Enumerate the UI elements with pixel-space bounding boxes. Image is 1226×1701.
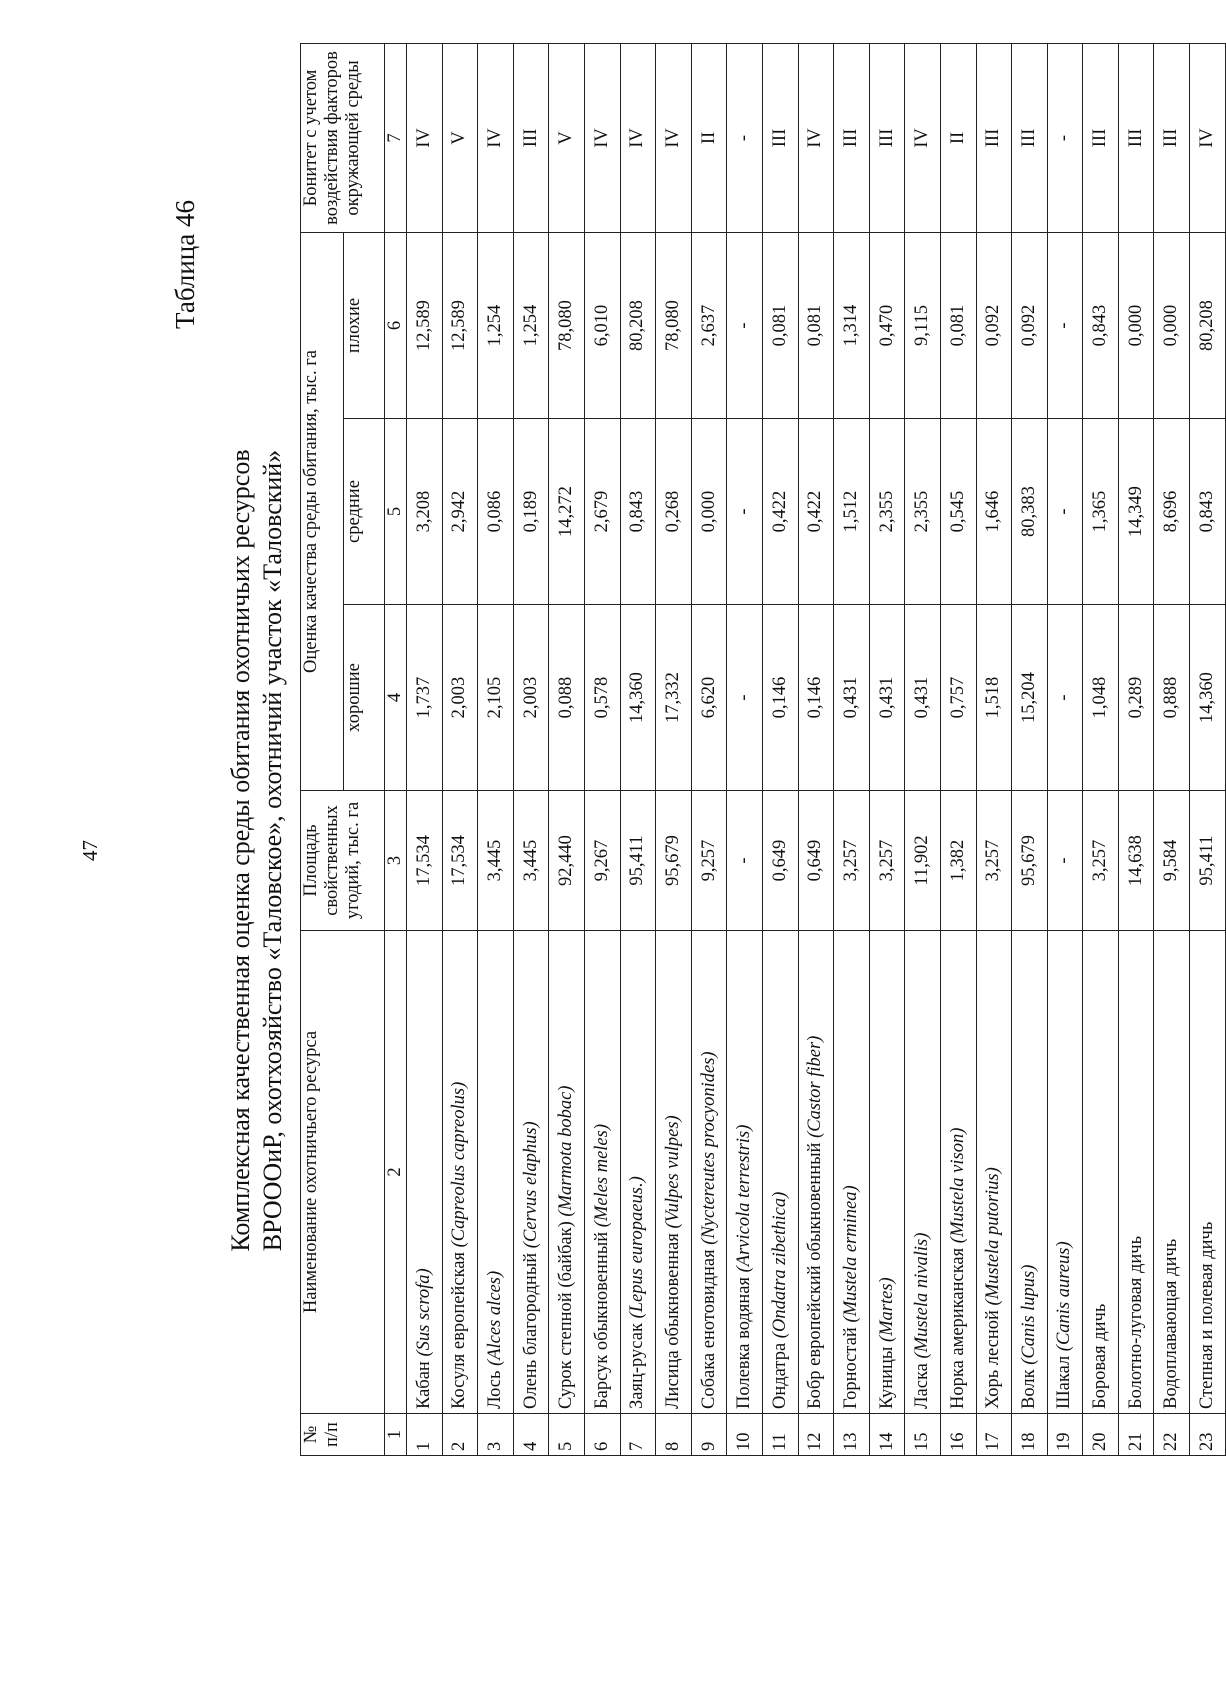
table-row [442,44,478,1456]
poor-value: 0,081 [940,233,976,419]
area-value: 3,257 [1083,791,1119,931]
medium-value: 2,355 [869,419,905,605]
row-number: 11 [762,1414,798,1456]
resource-name-plain: Сурок степной (байбак) [556,1216,577,1409]
resource-name-latin: (Castor fiber) [805,1035,826,1138]
medium-value: 0,000 [691,419,727,605]
good-value: 0,578 [584,605,620,791]
medium-value: 0,086 [478,419,514,605]
resource-name-plain: Барсук обыкновенный [591,1227,612,1409]
area-value: 9,267 [584,791,620,931]
good-value: 1,518 [976,605,1012,791]
row-number: 9 [691,1414,727,1456]
area-value: 9,584 [1154,791,1190,931]
medium-value: - [1047,419,1083,605]
medium-value: 0,843 [620,419,656,605]
good-value: 0,146 [762,605,798,791]
resource-name-plain: Шакал [1054,1351,1075,1409]
title-line-1: Комплексная качественная оценка среды обитания охотничьих ресурсов [226,449,255,1252]
resource-name-latin: (Vulpes vulpes) [662,1115,683,1229]
bonitet-value: IV [905,44,941,233]
area-value: - [727,791,763,931]
medium-value: 8,696 [1154,419,1190,605]
header-area: Площадь свойственных угодий, тыс. га [301,791,385,931]
column-number: 1 [385,1414,407,1456]
resource-name-plain: Полевка водяная [734,1272,755,1409]
area-value: 3,445 [478,791,514,931]
resource-name [905,931,941,1414]
table-row [905,44,941,1456]
resource-name-plain: Косуля европейская [449,1247,470,1409]
area-value: 92,440 [549,791,585,931]
resource-name [513,931,549,1414]
poor-value: 0,092 [976,233,1012,419]
area-value: 95,411 [1190,791,1226,931]
resource-name-latin: (Lepus europaeus.) [627,1176,648,1319]
medium-value: 1,365 [1083,419,1119,605]
table-row [762,44,798,1456]
bonitet-value: IV [407,44,443,233]
bonitet-value: III [1118,44,1154,233]
poor-value: 12,589 [442,233,478,419]
bonitet-value: III [834,44,870,233]
resource-name-plain: Олень благородный [520,1248,541,1409]
bonitet-value: III [1083,44,1119,233]
row-number: 6 [584,1414,620,1456]
column-number: 6 [385,233,407,419]
resource-name-latin: (Marmota bobac) [556,1085,577,1217]
resource-name-latin: (Alces alces) [484,1270,505,1366]
area-value: 95,411 [620,791,656,931]
resource-name-plain: Лисица обыкновенная [662,1228,683,1409]
bonitet-value: - [727,44,763,233]
row-number: 2 [442,1414,478,1456]
resource-name-plain: Болотно-луговая дичь [1125,1235,1146,1409]
row-number: 18 [1012,1414,1048,1456]
good-value: 0,146 [798,605,834,791]
medium-value: 0,189 [513,419,549,605]
good-value: 17,332 [656,605,692,791]
area-value: 3,257 [869,791,905,931]
resource-name [798,931,834,1414]
table-row [834,44,870,1456]
table-label: Таблица 46 [170,200,200,329]
good-value: 2,003 [442,605,478,791]
poor-value: 0,081 [762,233,798,419]
table-row [869,44,905,1456]
resource-name [549,931,585,1414]
row-number: 5 [549,1414,585,1456]
table-row [1083,44,1119,1456]
resource-name-plain: Горностай [840,1322,861,1409]
resource-name-latin: (Capreolus capreolus) [449,1081,470,1248]
poor-value: 1,314 [834,233,870,419]
table-row [1047,44,1083,1456]
area-value: 9,257 [691,791,727,931]
header-poor: плохие [344,233,385,419]
resource-name [620,931,656,1414]
resource-name [976,931,1012,1414]
row-number: 20 [1083,1414,1119,1456]
bonitet-value: V [442,44,478,233]
header-row [301,44,344,1456]
header-name: Наименование охотничьего ресурса [301,931,385,1414]
table-row [549,44,585,1456]
row-number: 17 [976,1414,1012,1456]
column-number: 3 [385,791,407,931]
good-value: 0,888 [1154,605,1190,791]
poor-value: 0,081 [798,233,834,419]
row-number: 23 [1190,1414,1226,1456]
row-number: 10 [727,1414,763,1456]
bonitet-value: II [691,44,727,233]
area-value: 11,902 [905,791,941,931]
good-value: 0,431 [869,605,905,791]
medium-value: 14,272 [549,419,585,605]
resource-name-plain: Заяц-русак [627,1318,648,1409]
medium-value: 0,422 [798,419,834,605]
resource-name [1083,931,1119,1414]
row-number: 14 [869,1414,905,1456]
resource-name [584,931,620,1414]
resource-name-latin: (Mustela putorius) [983,1167,1004,1306]
bonitet-value: IV [620,44,656,233]
resource-name [762,931,798,1414]
resource-name-latin: (Mustela vison) [947,1127,968,1244]
medium-value: - [727,419,763,605]
resource-name [656,931,692,1414]
row-number: 15 [905,1414,941,1456]
table-row [691,44,727,1456]
resource-name [834,931,870,1414]
medium-value: 1,512 [834,419,870,605]
poor-value: 78,080 [549,233,585,419]
row-number: 4 [513,1414,549,1456]
resource-name-plain: Водоплавающая дичь [1161,1238,1182,1409]
title-line-2: ВРОООиР, охотхозяйство «Таловское», охотничий участок «Таловский» [258,449,287,1252]
area-value: 17,534 [407,791,443,931]
good-value: 2,003 [513,605,549,791]
resource-name [478,931,514,1414]
column-number: 4 [385,605,407,791]
bonitet-value: III [1154,44,1190,233]
area-value: - [1047,791,1083,931]
resource-name [940,931,976,1414]
table-row [1118,44,1154,1456]
bonitet-value: V [549,44,585,233]
row-number: 16 [940,1414,976,1456]
table-row [478,44,514,1456]
row-number: 19 [1047,1414,1083,1456]
medium-value: 1,646 [976,419,1012,605]
poor-value: 1,254 [513,233,549,419]
bonitet-value: IV [656,44,692,233]
resource-name [442,931,478,1414]
document-title [225,0,289,1701]
column-number: 7 [385,44,407,233]
medium-value: 80,383 [1012,419,1048,605]
good-value: 15,204 [1012,605,1048,791]
area-value: 95,679 [656,791,692,931]
resource-name [691,931,727,1414]
table-row [656,44,692,1456]
table-row [1012,44,1048,1456]
resource-name [727,931,763,1414]
area-value: 0,649 [762,791,798,931]
table-row [513,44,549,1456]
header-quality-group: Оценка качества среды обитания, тыс. га [301,233,344,791]
poor-value: 2,637 [691,233,727,419]
poor-value: 0,843 [1083,233,1119,419]
good-value: 14,360 [620,605,656,791]
table-row [940,44,976,1456]
area-value: 3,257 [976,791,1012,931]
resource-name [1012,931,1048,1414]
resource-name-latin: (Mustela nivalis) [912,1232,933,1359]
bonitet-value: IV [478,44,514,233]
resource-name-plain: Боровая дичь [1090,1303,1111,1409]
resource-name-plain: Собака енотовидная [698,1244,719,1409]
bonitet-value: III [513,44,549,233]
poor-value: 0,092 [1012,233,1048,419]
resource-name-latin: (Martes) [876,1277,897,1343]
poor-value: 0,470 [869,233,905,419]
area-value: 3,257 [834,791,870,931]
bonitet-value: IV [584,44,620,233]
resource-name-latin: (Canis lupus) [1018,1264,1039,1365]
row-number: 3 [478,1414,514,1456]
header-num: № п/п [301,1414,385,1456]
resource-name-latin: (Arvicola terrestris) [734,1124,755,1273]
bonitet-value: III [976,44,1012,233]
resource-name-plain: Ласка [912,1358,933,1409]
good-value: - [727,605,763,791]
medium-value: 0,843 [1190,419,1226,605]
table-body [407,44,1226,1456]
column-number: 5 [385,419,407,605]
row-number: 8 [656,1414,692,1456]
medium-value: 0,422 [762,419,798,605]
table-row [976,44,1012,1456]
poor-value: 80,208 [620,233,656,419]
row-number: 21 [1118,1414,1154,1456]
resource-name-plain: Бобр европейский обыкновенный [805,1137,826,1409]
good-value: 0,088 [549,605,585,791]
resource-name-plain: Хорь лесной [983,1305,1004,1409]
table-row [584,44,620,1456]
area-value: 3,445 [513,791,549,931]
good-value: 1,048 [1083,605,1119,791]
poor-value: 80,208 [1190,233,1226,419]
poor-value: 0,000 [1154,233,1190,419]
header-bonitet: Бонитет с учетом воздействия факторов окружающей среды [301,44,385,233]
resource-name-latin: (Canis aureus) [1054,1241,1075,1352]
row-number: 13 [834,1414,870,1456]
poor-value: 12,589 [407,233,443,419]
resource-name-plain: Ондатра [769,1338,790,1409]
area-value: 0,649 [798,791,834,931]
poor-value: - [1047,233,1083,419]
resource-name [1047,931,1083,1414]
row-number: 22 [1154,1414,1190,1456]
medium-value: 2,355 [905,419,941,605]
resource-name [1118,931,1154,1414]
bonitet-value: II [940,44,976,233]
medium-value: 0,268 [656,419,692,605]
table-row [727,44,763,1456]
good-value: 1,737 [407,605,443,791]
row-number: 1 [407,1414,443,1456]
good-value: 0,431 [834,605,870,791]
good-value: 0,431 [905,605,941,791]
table-row [407,44,443,1456]
area-value: 17,534 [442,791,478,931]
column-number-row [385,44,407,1456]
column-number: 2 [385,931,407,1414]
resource-name [1154,931,1190,1414]
good-value: 2,105 [478,605,514,791]
poor-value: 78,080 [656,233,692,419]
bonitet-value: IV [1190,44,1226,233]
bonitet-value: - [1047,44,1083,233]
resource-name [869,931,905,1414]
poor-value: 6,010 [584,233,620,419]
bonitet-value: III [1012,44,1048,233]
table-row [1154,44,1190,1456]
medium-value: 14,349 [1118,419,1154,605]
poor-value: - [727,233,763,419]
good-value: 0,289 [1118,605,1154,791]
medium-value: 0,545 [940,419,976,605]
area-value: 14,638 [1118,791,1154,931]
bonitet-value: III [869,44,905,233]
medium-value: 2,679 [584,419,620,605]
table-row [1190,44,1226,1456]
good-value: 14,360 [1190,605,1226,791]
resource-name-latin: (Meles meles) [591,1124,612,1228]
resource-name [407,931,443,1414]
table-row [798,44,834,1456]
poor-value: 0,000 [1118,233,1154,419]
medium-value: 2,942 [442,419,478,605]
resource-name-plain: Лось [484,1365,505,1409]
bonitet-value: IV [798,44,834,233]
header-medium: средние [344,419,385,605]
habitat-assessment-table [300,43,1226,1456]
resource-name-plain: Волк [1018,1364,1039,1409]
bonitet-value: III [762,44,798,233]
poor-value: 1,254 [478,233,514,419]
resource-name-plain: Кабан [413,1356,434,1409]
resource-name-latin: (Ondatra zibethica) [769,1191,790,1339]
area-value: 1,382 [940,791,976,931]
resource-name-plain: Куницы [876,1342,897,1409]
resource-name-plain: Степная и полевая дичь [1196,1221,1217,1409]
good-value: 0,757 [940,605,976,791]
poor-value: 9,115 [905,233,941,419]
page-number: 47 [78,840,102,861]
good-value: - [1047,605,1083,791]
row-number: 7 [620,1414,656,1456]
good-value: 6,620 [691,605,727,791]
header-good: хорошие [344,605,385,791]
table-row [620,44,656,1456]
area-value: 95,679 [1012,791,1048,931]
resource-name-plain: Норка американская [947,1243,968,1409]
medium-value: 3,208 [407,419,443,605]
resource-name-latin: (Mustela erminea) [840,1185,861,1323]
row-number: 12 [798,1414,834,1456]
resource-name-latin: (Cervus elaphus) [520,1121,541,1249]
resource-name-latin: (Nyctereutes procyonides) [698,1051,719,1245]
resource-name [1190,931,1226,1414]
resource-name-latin: (Sus scrofa) [413,1268,434,1357]
